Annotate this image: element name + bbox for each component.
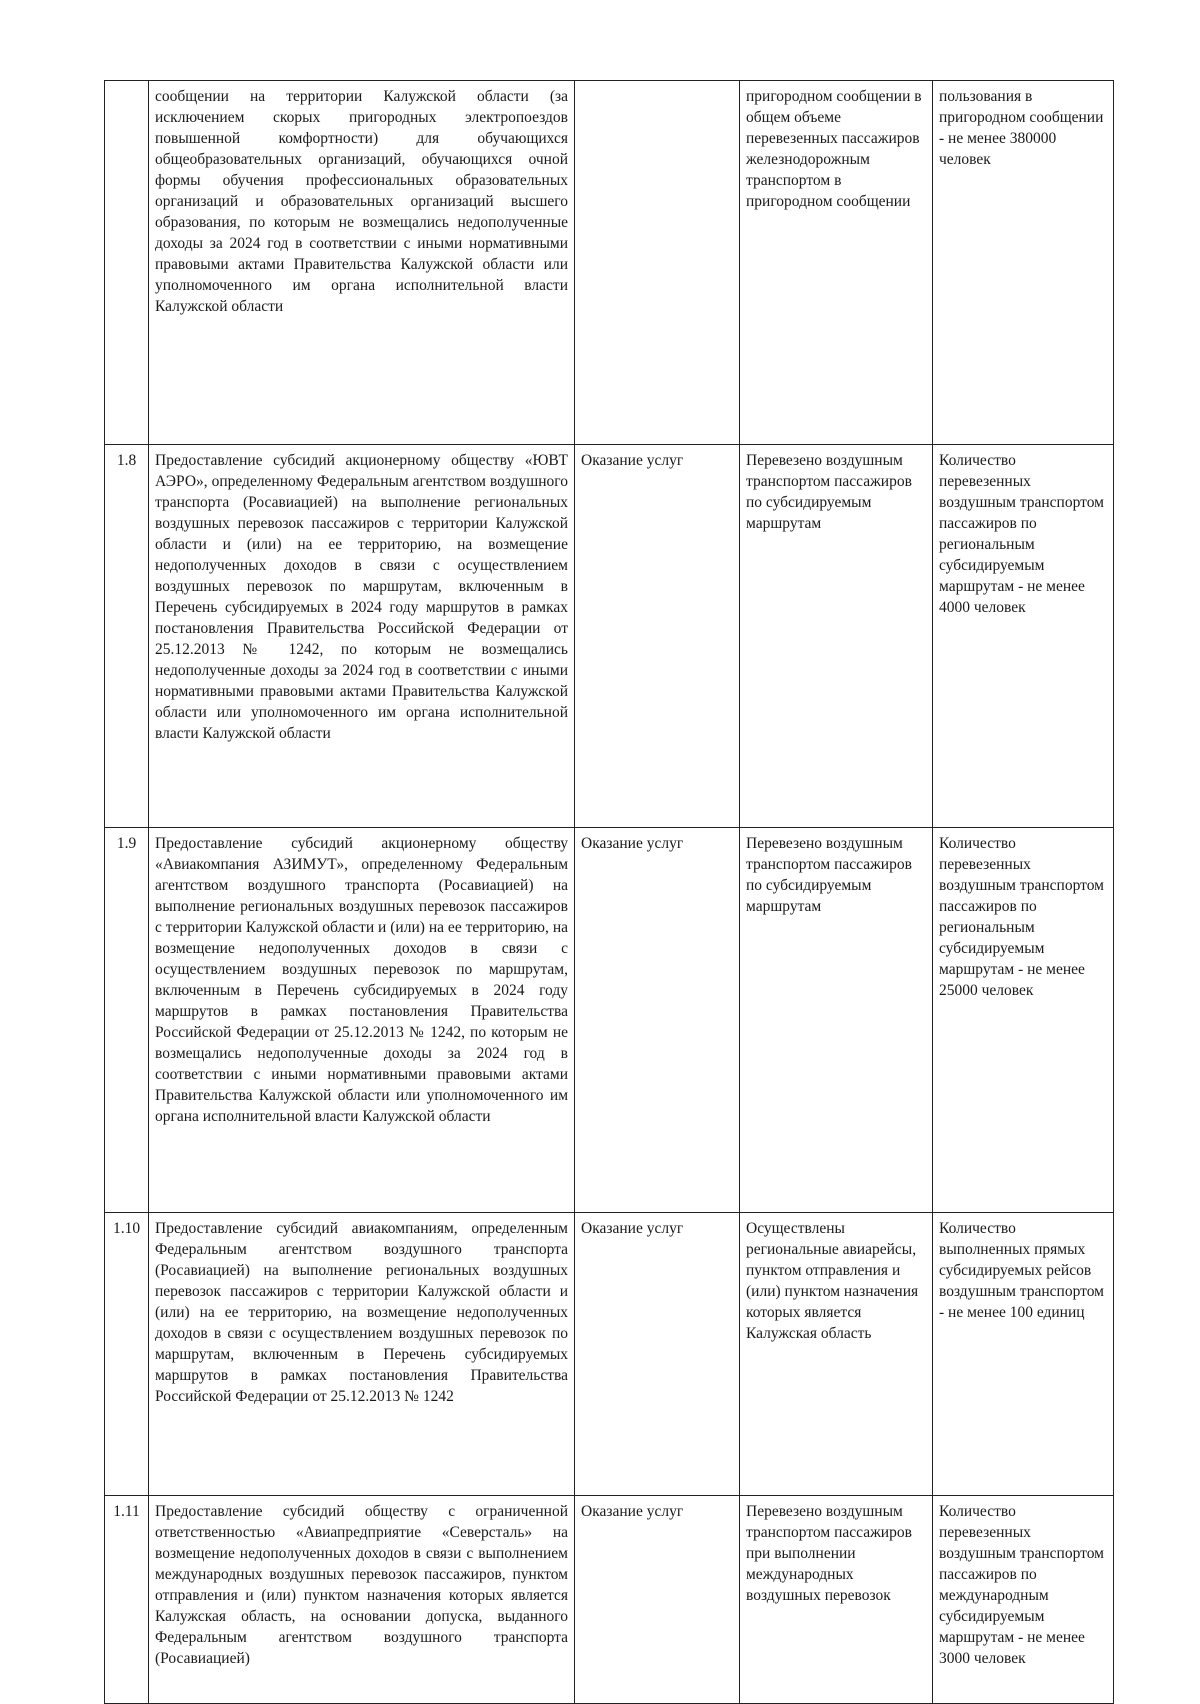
measure-result: Перевезено воздушным транспортом пассажиров по субсидируемым маршрутам [740,445,933,828]
measure-description: Предоставление субсидий авиакомпаниям, определенным Федеральным агентством воздушного транспорта (Росавиацией) на выполнение региональных воздушных перевозок пассажиров с территории Калужской области и (или) на ее территорию, на возмещение недополученных доходов в связи с осуществлением воздушных перевозок по маршрутам, включенным в Перечень субсидируемых маршрутов в рамках постановления Правительства Российской Федерации от 25.12.2013 № 1242 [149,1213,575,1496]
row-number: 1.9 [105,828,149,1213]
measure-description: Предоставление субсидий акционерному обществу «ЮВТ АЭРО», определенному Федеральным агентством воздушного транспорта (Росавиацией) на выполнение региональных воздушных перевозок пассажиров с территории Калужской области и (или) на ее территорию, на возмещение недополученных доходов в связи с осуществлением воздушных перевозок по маршрутам, включенным в Перечень субсидируемых в 2024 году маршрутов в рамках постановления Правительства Российской Федерации от 25.12.2013 № 1242, по которым не возмещались недополученные доходы за 2024 год в соответствии с иными нормативными правовыми актами Правительства Калужской области или уполномоченного им органа исполнительной власти Калужской области [149,445,575,828]
table-row [105,828,1114,1213]
table-row [105,1496,1114,1704]
measure-indicator: Количество перевезенных воздушным транспортом пассажиров по региональным субсидируемым маршрутам - не менее 4000 человек [933,445,1114,828]
measure-type: Оказание услуг [575,445,740,828]
measure-type: Оказание услуг [575,828,740,1213]
measure-indicator: Количество перевезенных воздушным транспортом пассажиров по международным субсидируемым маршрутам - не менее 3000 человек [933,1496,1114,1704]
measure-result: Перевезено воздушным транспортом пассажиров при выполнении международных воздушных перевозок [740,1496,933,1704]
row-number: 1.10 [105,1213,149,1496]
measure-result: пригородном сообщении в общем объеме перевезенных пассажиров железнодорожным транспортом в пригородном сообщении [740,81,933,445]
measure-indicator: Количество перевезенных воздушным транспортом пассажиров по региональным субсидируемым маршрутам - не менее 25000 человек [933,828,1114,1213]
measure-type [575,81,740,445]
measure-type: Оказание услуг [575,1213,740,1496]
measure-type: Оказание услуг [575,1496,740,1704]
measure-indicator: пользования в пригородном сообщении - не менее 380000 человек [933,81,1114,445]
measure-indicator: Количество выполненных прямых субсидируемых рейсов воздушным транспортом - не менее 100 единиц [933,1213,1114,1496]
table-row [105,81,1114,445]
measure-result: Перевезено воздушным транспортом пассажиров по субсидируемым маршрутам [740,828,933,1213]
table-row [105,1213,1114,1496]
row-number: 1.8 [105,445,149,828]
measure-description: сообщении на территории Калужской области (за исключением скорых пригородных электропоездов повышенной комфортности) для обучающихся общеобразовательных организаций, обучающихся очной формы обучения профессиональных образовательных организаций и образовательных организаций высшего образования, по которым не возмещались недополученные доходы за 2024 год в соответствии с иными нормативными правовыми актами Правительства Калужской области или уполномоченного им органа исполнительной власти Калужской области [149,81,575,445]
measures-table [104,80,1114,1704]
measure-description: Предоставление субсидий акционерному обществу «Авиакомпания АЗИМУТ», определенному Федеральным агентством воздушного транспорта (Росавиацией) на выполнение региональных воздушных перевозок пассажиров с территории Калужской области и (или) на ее территорию, на возмещение недополученных доходов в связи с осуществлением воздушных перевозок по маршрутам, включенным в Перечень субсидируемых в 2024 году маршрутов в рамках постановления Правительства Российской Федерации от 25.12.2013 № 1242, по которым не возмещались недополученные доходы за 2024 год в соответствии с иными нормативными правовыми актами Правительства Калужской области или уполномоченного им органа исполнительной власти Калужской области [149,828,575,1213]
row-number [105,81,149,445]
measure-result: Осуществлены региональные авиарейсы, пунктом отправления и (или) пунктом назначения которых является Калужская область [740,1213,933,1496]
measure-description: Предоставление субсидий обществу с ограниченной ответственностью «Авиапредприятие «Северсталь» на возмещение недополученных доходов в связи с выполнением международных воздушных перевозок пассажиров, пунктом отправления и (или) пунктом назначения которых является Калужская область, на основании допуска, выданного Федеральным агентством воздушного транспорта (Росавиацией) [149,1496,575,1704]
table-row [105,445,1114,828]
row-number: 1.11 [105,1496,149,1704]
